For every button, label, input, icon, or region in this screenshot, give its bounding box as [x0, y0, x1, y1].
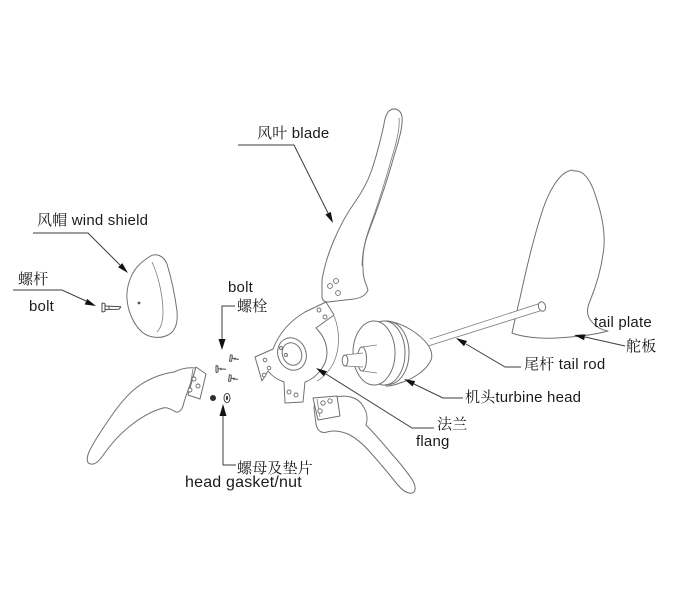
label-flange-en: flang — [416, 433, 450, 450]
label-blade: 风叶 blade — [257, 125, 330, 142]
label-bolt-rod-en: bolt — [29, 298, 54, 315]
bolt-set-drawing — [216, 355, 239, 383]
label-tail-plate-zh: 舵板 — [626, 338, 657, 355]
wind-shield-drawing — [127, 255, 177, 338]
blade-left-drawing — [87, 367, 206, 464]
label-bolt-rod-zh: 螺杆 — [18, 271, 49, 288]
label-wind-shield: 风帽 wind shield — [37, 212, 149, 229]
label-bolt-center-en: bolt — [228, 279, 253, 296]
nut-washer-drawing — [210, 393, 230, 402]
label-turbine-head: 机头turbine head — [465, 389, 582, 406]
turbine-head-drawing — [342, 321, 432, 386]
flange-drawing — [255, 302, 339, 403]
bolt-small-drawing — [102, 303, 121, 312]
blade-top-drawing — [322, 109, 402, 302]
label-nut-washer-en: head gasket/nut — [185, 474, 302, 491]
blade-bottom-drawing — [313, 396, 415, 493]
label-bolt-center-zh: 螺栓 — [237, 298, 268, 315]
label-tail-plate-en: tail plate — [594, 314, 652, 331]
label-tail-rod: 尾杆 tail rod — [524, 356, 606, 373]
label-nut-washer-zh: 螺母及垫片 — [237, 460, 314, 477]
label-flange-zh: 法兰 — [437, 416, 468, 433]
